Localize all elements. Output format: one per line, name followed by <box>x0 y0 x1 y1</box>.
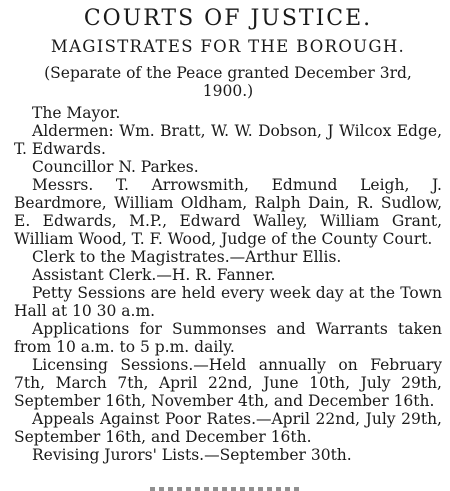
cropped-next-line-fragment <box>150 487 300 491</box>
paragraph-mayor: The Mayor. <box>32 104 121 122</box>
commission-note: (Separate of the Peace granted December 3rd, 1900.) <box>44 64 412 100</box>
paragraph-councillor: Councillor N. Parkes. <box>32 158 199 176</box>
document-page <box>14 0 442 464</box>
paragraph-poor-rates: Appeals Against Poor Rates.—April 22nd, July 29th, September 16th, and December 16th. <box>14 410 442 446</box>
paragraph-petty-sessions: Petty Sessions are held every week day at the Town Hall at 10 30 a.m. <box>14 284 442 320</box>
paragraph-applications: Applications for Summonses and Warrants taken from 10 a.m. to 5 p.m. daily. <box>14 320 442 356</box>
paragraph-messrs: Messrs. T. Arrowsmith, Edmund Leigh, J. Beardmore, William Oldham, Ralph Dain, R. Sudlow, E. Edwards, M.P., Edward Walley, William Grant, William Wood, T. F. Wood, Judge of the County Court. <box>14 176 442 248</box>
paragraph-clerk: Clerk to the Magistrates.—Arthur Ellis. <box>32 248 342 266</box>
document-subtitle: MAGISTRATES FOR THE BOROUGH. <box>50 37 406 56</box>
paragraph-assistant-clerk: Assistant Clerk.—H. R. Fanner. <box>32 266 276 284</box>
document-title: COURTS OF JUSTICE. <box>83 6 373 31</box>
paragraph-aldermen: Aldermen: Wm. Bratt, W. W. Dobson, J Wilcox Edge, T. Edwards. <box>14 122 442 158</box>
paragraph-jurors-lists: Revising Jurors' Lists.—September 30th. <box>32 446 352 464</box>
paragraph-licensing-sessions: Licensing Sessions.—Held annually on February 7th, March 7th, April 22nd, June 10th, July 29th, September 16th, November 4th, and December 16th. <box>14 356 442 410</box>
